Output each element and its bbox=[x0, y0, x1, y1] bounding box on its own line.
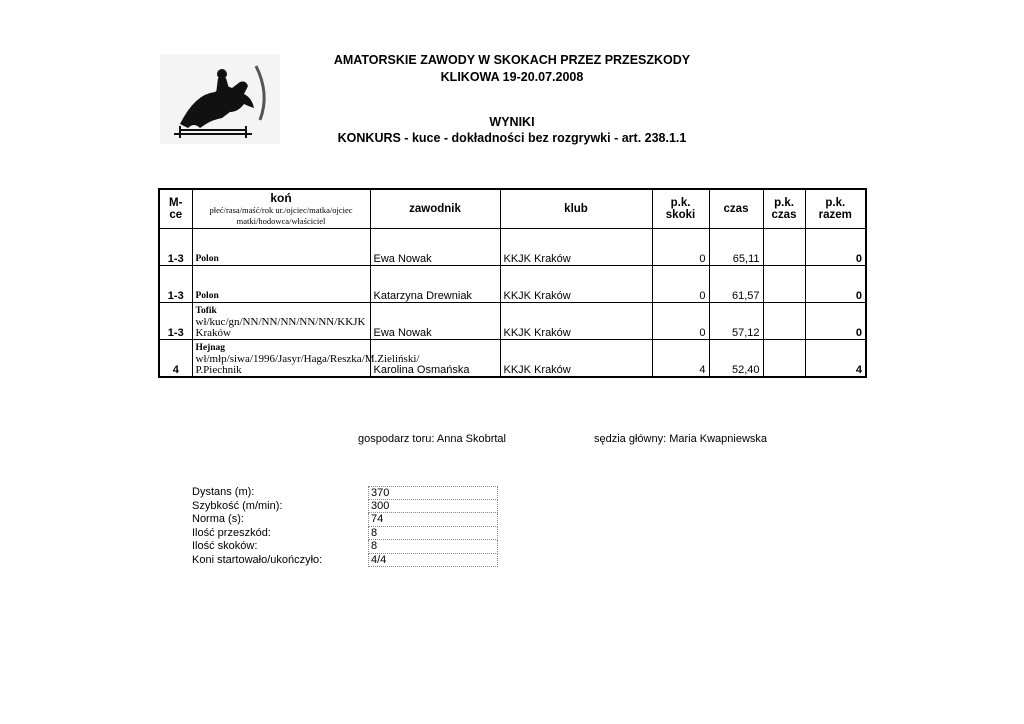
place-cell: 1-3 bbox=[159, 229, 192, 266]
col-header-kon-sub: płeć/rasa/maść/rok ur./ojciec/matka/ojciec matki/hodowca/właściciel bbox=[209, 205, 353, 226]
rider-cell: Katarzyna Drewniak bbox=[370, 266, 500, 303]
param-value: 74 bbox=[368, 513, 498, 527]
competition-title: KONKURS - kuce - dokładności bez rozgrywki - art. 238.1.1 bbox=[337, 131, 687, 145]
results-heading: WYNIKI bbox=[489, 115, 535, 129]
col-header-klub: klub bbox=[500, 189, 652, 229]
param-value: 300 bbox=[368, 500, 498, 514]
time-cell: 61,57 bbox=[709, 266, 763, 303]
jump-faults-cell: 0 bbox=[652, 229, 709, 266]
time-faults-cell bbox=[763, 340, 805, 378]
time-cell: 52,40 bbox=[709, 340, 763, 378]
total-faults-cell: 0 bbox=[805, 229, 866, 266]
param-value: 8 bbox=[368, 527, 498, 541]
col-header-pk-skoki: p.k. skoki bbox=[652, 189, 709, 229]
place-cell: 4 bbox=[159, 340, 192, 378]
jump-faults-cell: 0 bbox=[652, 303, 709, 340]
total-faults-cell: 0 bbox=[805, 303, 866, 340]
club-cell: KKJK Kraków bbox=[500, 229, 652, 266]
col-header-pk-razem: p.k. razem bbox=[805, 189, 866, 229]
col-header-pk-czas: p.k. czas bbox=[763, 189, 805, 229]
col-header-kon bbox=[192, 189, 370, 229]
table-row bbox=[159, 340, 866, 378]
club-cell: KKJK Kraków bbox=[500, 303, 652, 340]
club-cell: KKJK Kraków bbox=[500, 340, 652, 378]
results-table bbox=[158, 188, 867, 378]
param-label: Szybkość (m/min): bbox=[192, 499, 283, 512]
course-designer: gospodarz toru: Anna Skobrtal bbox=[358, 433, 506, 445]
chief-judge: sędzia główny: Maria Kwapniewska bbox=[594, 433, 768, 445]
place-cell: 1-3 bbox=[159, 303, 192, 340]
time-faults-cell bbox=[763, 229, 805, 266]
param-label: Norma (s): bbox=[192, 513, 244, 525]
param-label: Koni startowało/ukończyło: bbox=[192, 553, 323, 566]
param-label: Ilość skoków: bbox=[192, 540, 258, 552]
horse-cell bbox=[192, 303, 370, 340]
col-header-zawodnik: zawodnik bbox=[370, 189, 500, 229]
time-faults-cell bbox=[763, 303, 805, 340]
horse-name: Polon bbox=[195, 291, 219, 301]
param-value: 370 bbox=[368, 486, 498, 500]
table-row bbox=[159, 229, 866, 266]
horse-info: wł/młp/siwa/1996/Jasyr/Haga/Reszka/M.Zieliński/ P.Piechnik bbox=[195, 353, 420, 376]
total-faults-cell: 4 bbox=[805, 340, 866, 378]
jump-faults-cell: 4 bbox=[652, 340, 709, 378]
rider-cell: Ewa Nowak bbox=[370, 303, 500, 340]
total-faults-cell: 0 bbox=[805, 266, 866, 303]
param-label: Ilość przeszkód: bbox=[192, 526, 271, 539]
horse-name: Hejnag bbox=[195, 343, 226, 353]
col-header-mce: M-ce bbox=[159, 189, 192, 229]
rider-cell: Karolina Osmańska bbox=[370, 340, 500, 378]
horse-cell bbox=[192, 266, 370, 303]
table-header-row bbox=[159, 189, 866, 229]
param-value: 4/4 bbox=[368, 554, 498, 568]
jump-faults-cell: 0 bbox=[652, 266, 709, 303]
time-faults-cell bbox=[763, 266, 805, 303]
col-header-czas: czas bbox=[709, 189, 763, 229]
horse-name: Tofik bbox=[195, 306, 217, 316]
event-place-date: KLIKOWA 19-20.07.2008 bbox=[440, 70, 584, 84]
col-header-kon-label: koń bbox=[270, 191, 292, 205]
horse-cell bbox=[192, 229, 370, 266]
time-cell: 65,11 bbox=[709, 229, 763, 266]
horse-name: Polon bbox=[195, 254, 219, 264]
rider-cell: Ewa Nowak bbox=[370, 229, 500, 266]
time-cell: 57,12 bbox=[709, 303, 763, 340]
param-label: Dystans (m): bbox=[192, 486, 255, 498]
club-cell: KKJK Kraków bbox=[500, 266, 652, 303]
table-row bbox=[159, 266, 866, 303]
place-cell: 1-3 bbox=[159, 266, 192, 303]
table-row bbox=[159, 303, 866, 340]
param-value: 8 bbox=[368, 540, 498, 554]
horse-info: wł/kuc/gn/NN/NN/NN/NN/NN/KKJK Kraków bbox=[195, 316, 366, 339]
horse-cell bbox=[192, 340, 420, 378]
event-title: AMATORSKIE ZAWODY W SKOKACH PRZEZ PRZESZKODY bbox=[333, 53, 691, 67]
